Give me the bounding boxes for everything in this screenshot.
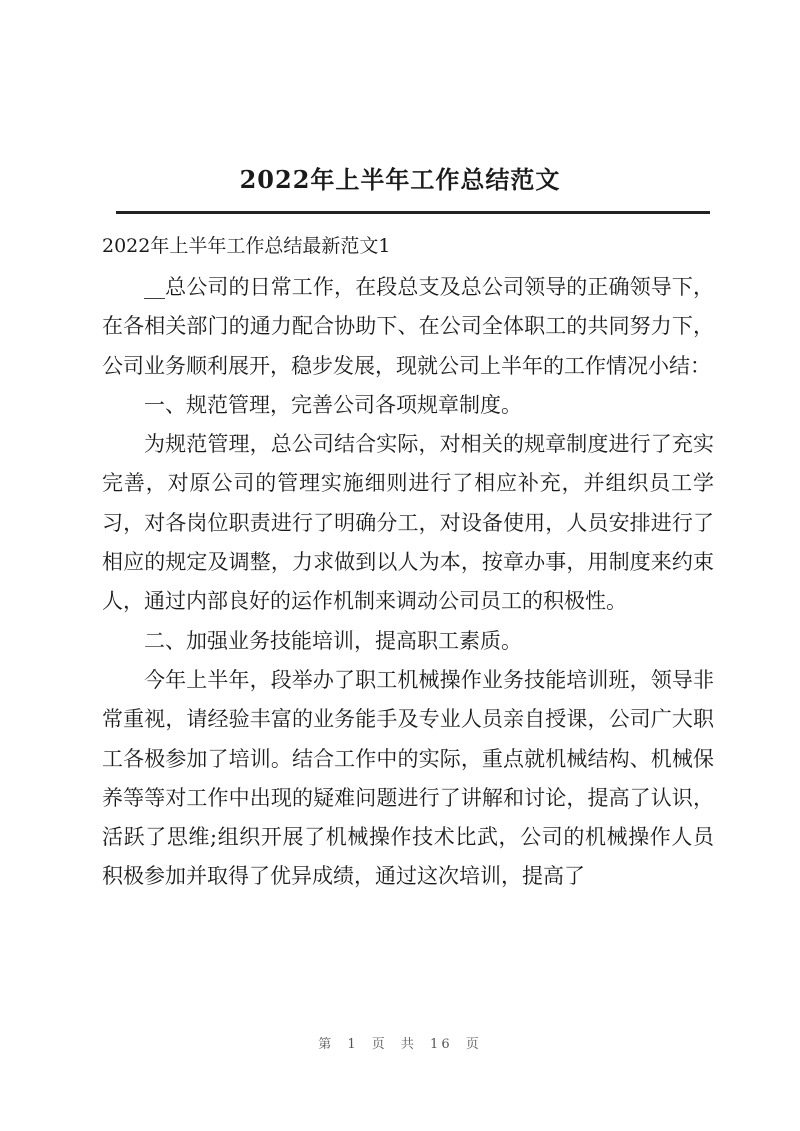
title-underline <box>116 211 710 214</box>
paragraph-section-2: 今年上半年，段举办了职工机械操作业务技能培训班，领导非常重视，请经验丰富的业务能手及专业人员亲自授课，公司广大职工各极参加了培训。结合工作中的实际，重点就机械结构、机械保养等等对工作中出现的疑难问题进行了讲解和讨论，提高了认识，活跃了思维;组织开展了机械操作技术比武，公司的机械操作人员积极参加并取得了优异成绩，通过这次培训，提高了 <box>102 667 714 889</box>
page-number: 第 1 页 共 16 页 <box>318 1037 482 1052</box>
document-body <box>102 268 714 897</box>
document-title: 2022年上半年工作总结范文 <box>239 165 561 194</box>
paragraph-intro: __总公司的日常工作，在段总支及总公司领导的正确领导下，在各相关部门的通力配合协助下、在公司全体职工的共同努力下，公司业务顺利展开，稳步发展，现就公司上半年的工作情况小结： <box>102 275 714 378</box>
paragraph-section-1: 为规范管理，总公司结合实际，对相关的规章制度进行了充实完善，对原公司的管理实施细则进行了相应补充，并组织员工学习，对各岗位职责进行了明确分工，对设备使用，人员安排进行了相应的规定及调整，力求做到以人为本，按章办事，用制度来约束人，通过内部良好的运作机制来调动公司员工的积极性。 <box>102 432 714 614</box>
section-heading-2: 二、加强业务技能培训，提高职工素质。 <box>144 628 522 653</box>
section-heading-1: 一、规范管理，完善公司各项规章制度。 <box>144 392 522 417</box>
document-subtitle: 2022年上半年工作总结最新范文1 <box>102 235 391 257</box>
